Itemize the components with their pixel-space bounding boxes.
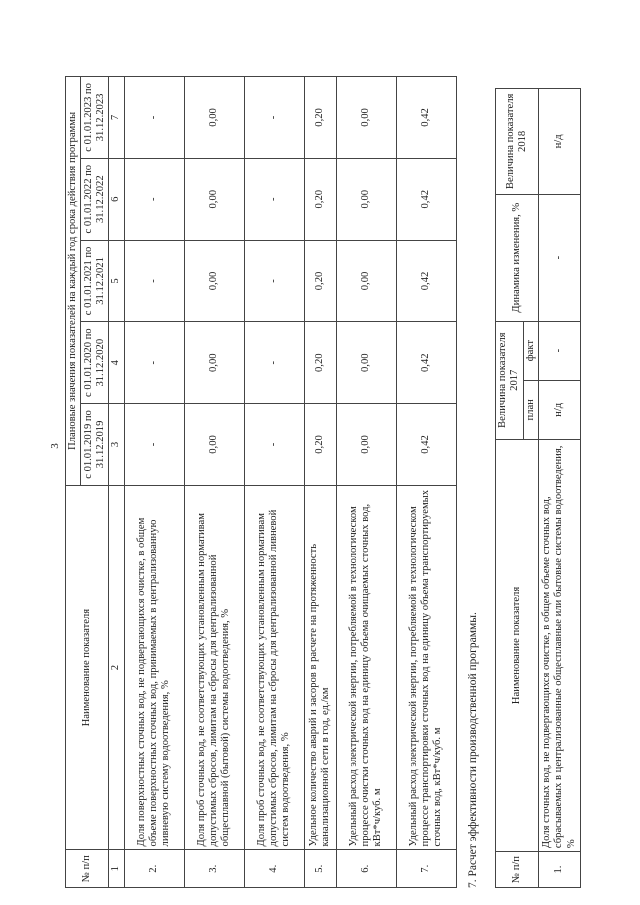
row-num: 4. <box>244 850 304 888</box>
t2-header-fact: факт <box>523 321 538 380</box>
colnum: 4 <box>109 322 124 404</box>
row-value: 0,00 <box>184 404 244 486</box>
row-value: - <box>124 240 184 322</box>
row-value: - <box>244 158 304 240</box>
row-value: 0,00 <box>184 77 244 159</box>
row-num: 3. <box>184 850 244 888</box>
colnum: 6 <box>109 158 124 240</box>
header-year-2020: с 01.01.2020 по 31.12.2020 <box>81 322 109 404</box>
table-row <box>184 77 244 888</box>
t2-row-name: Доля сточных вод, не подвергающихся очистке, в общем объеме сточных вод, сбрасываемых в централизованные общесплавные или бытовые системы водоотведения, % <box>539 439 581 851</box>
row-value: 0,20 <box>304 77 336 159</box>
row-value: - <box>124 322 184 404</box>
row-value: 0,00 <box>336 77 396 159</box>
row-value: 0,00 <box>336 404 396 486</box>
t2-header-name: Наименование показателя <box>496 439 539 851</box>
row-name: Доля проб сточных вод, не соответствующих установленным нормативам допустимых сбросов, лимитам на сбросы для централизованной ливневой систем водоотведения, % <box>244 485 304 850</box>
colnum: 2 <box>109 485 124 850</box>
header-year-2023: с 01.01.2023 по 31.12.2023 <box>81 77 109 159</box>
table-row <box>244 77 304 888</box>
row-value: - <box>244 77 304 159</box>
header-year-2022: с 01.01.2022 по 31.12.2022 <box>81 158 109 240</box>
row-num: 6. <box>336 850 396 888</box>
row-value: 0,20 <box>304 158 336 240</box>
row-value: 0,00 <box>184 322 244 404</box>
row-name: Удельный расход электрической энергии, потребляемой в технологическом процессе транспортировки сточных вод на единицу объема транспортируемых сточных вод, кВт*ч/куб. м <box>396 485 456 850</box>
header-year-2019: с 01.01.2019 по 31.12.2019 <box>81 404 109 486</box>
row-value: - <box>124 158 184 240</box>
table-row <box>539 89 581 888</box>
t2-row-dynamics: - <box>539 194 581 321</box>
t2-header-value-2018: Величина показателя 2018 <box>496 89 539 195</box>
table-row <box>304 77 336 888</box>
row-value: 0,42 <box>396 240 456 322</box>
row-value: 0,20 <box>304 404 336 486</box>
table-row <box>124 77 184 888</box>
row-name: Удельный расход электрической энергии, потребляемой в технологическом процессе очистки сточных вод на единицу объема очищаемых сточных вод, кВт*ч/куб. м <box>336 485 396 850</box>
row-value: 0,42 <box>396 404 456 486</box>
row-num: 5. <box>304 850 336 888</box>
table-row <box>336 77 396 888</box>
row-name: Доля поверхностных сточных вод, не подвергающихся очистке, в общем объеме поверхностных сточных вод, принимаемых в централизованную ливневую систему водоотведения, % <box>124 485 184 850</box>
row-value: 0,00 <box>336 240 396 322</box>
t2-header-plan: план <box>523 380 538 439</box>
t2-header-num: № п/п <box>496 852 539 888</box>
row-value: - <box>124 404 184 486</box>
row-value: 0,00 <box>336 158 396 240</box>
header-num: № п/п <box>66 850 109 888</box>
row-value: 0,20 <box>304 322 336 404</box>
row-value: 0,42 <box>396 322 456 404</box>
row-value: 0,20 <box>304 240 336 322</box>
t2-header-dynamics: Динамика изменения, % <box>496 194 539 321</box>
section-heading: 7. Расчет эффективности производственной программы. <box>467 612 479 888</box>
row-value: 0,42 <box>396 158 456 240</box>
t2-row-value-2018: н/д <box>539 89 581 195</box>
row-value: - <box>244 240 304 322</box>
colnum: 5 <box>109 240 124 322</box>
row-value: 0,00 <box>184 240 244 322</box>
header-plan: Плановые значения показателей на каждый год срока действия программы <box>66 77 81 486</box>
row-value: 0,00 <box>184 158 244 240</box>
page-number: 3 <box>48 443 61 449</box>
row-name: Доля проб сточных вод, не соответствующих установленным нормативам допустимых сбросов, лимитам на сбросы для централизованной общесплавной (бытовой) системы водоотведения, % <box>184 485 244 850</box>
t2-row-fact: - <box>539 321 581 380</box>
rotated-page-content <box>65 18 585 888</box>
t2-header-value-2017: Величина показателя 2017 <box>496 321 524 439</box>
table-row <box>396 77 456 888</box>
column-number-row <box>109 77 124 888</box>
efficiency-table <box>495 88 581 888</box>
row-num: 7. <box>396 850 456 888</box>
t2-row-num: 1. <box>539 852 581 888</box>
header-name: Наименование показателя <box>66 485 109 850</box>
row-num: 2. <box>124 850 184 888</box>
colnum: 7 <box>109 77 124 159</box>
indicators-table <box>65 76 457 888</box>
row-value: 0,00 <box>336 322 396 404</box>
header-year-2021: с 01.01.2021 по 31.12.2021 <box>81 240 109 322</box>
row-value: - <box>244 404 304 486</box>
row-value: - <box>124 77 184 159</box>
row-value: 0,42 <box>396 77 456 159</box>
row-name: Удельное количество аварий и засоров в расчете на протяженность канализационной сети в год, ед./км <box>304 485 336 850</box>
row-value: - <box>244 322 304 404</box>
t2-row-plan: н/д <box>539 380 581 439</box>
colnum: 1 <box>109 850 124 888</box>
colnum: 3 <box>109 404 124 486</box>
